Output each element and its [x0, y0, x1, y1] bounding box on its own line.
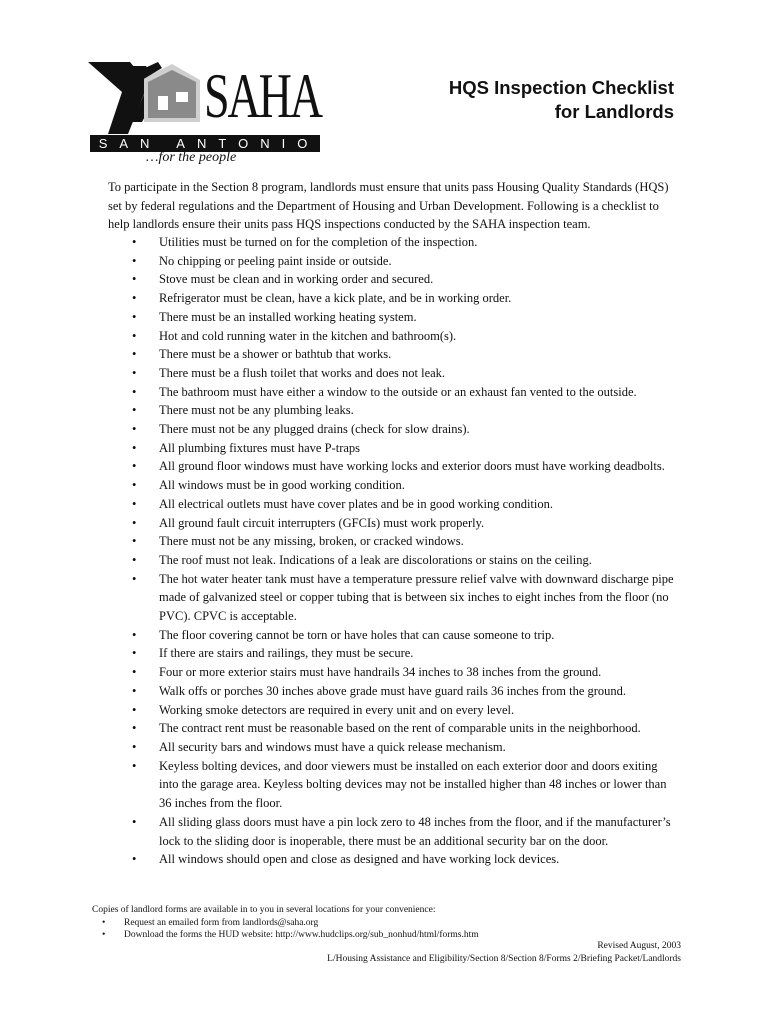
bullet-icon: •	[132, 403, 137, 418]
bullet-icon: •	[132, 422, 137, 437]
inspection-checklist	[132, 233, 692, 869]
bullet-icon: •	[132, 496, 137, 511]
checklist-item	[132, 457, 692, 476]
bullet-icon: •	[132, 702, 137, 717]
revision-date: Revised August, 2003	[597, 941, 681, 951]
checklist-item-text: All ground floor windows must have working locks and exterior doors must have working deadbolts.	[159, 459, 665, 474]
checklist-item-text: All security bars and windows must have a quick release mechanism.	[159, 739, 506, 754]
checklist-item-text: There must be an installed working heating system.	[159, 309, 417, 324]
intro-line: To participate in the Section 8 program, landlords must ensure that units pass Housing Quality Standards (HQS)	[108, 180, 669, 194]
bullet-icon: •	[102, 917, 106, 928]
checklist-item-text: There must not be any plumbing leaks.	[159, 403, 354, 418]
bullet-icon: •	[132, 758, 137, 773]
checklist-item	[132, 401, 692, 420]
checklist-item-text: Stove must be clean and in working order and secured.	[159, 272, 434, 287]
file-path: L/Housing Assistance and Eligibility/Section 8/Section 8/Forms 2/Briefing Packet/Landlords	[327, 954, 681, 964]
bullet-icon: •	[132, 646, 137, 661]
intro-line: set by federal regulations and the Department of Housing and Urban Development. Following is a checklist to	[108, 198, 659, 213]
bullet-icon: •	[132, 534, 137, 549]
bullet-icon: •	[132, 683, 137, 698]
bullet-icon: •	[132, 365, 137, 380]
checklist-item-text: into the garage area. Keyless bolting devices may not be installed higher than 48 inches or lower than	[159, 777, 667, 792]
checklist-item-text: Four or more exterior stairs must have handrails 34 inches to 38 inches from the ground.	[159, 665, 602, 680]
footer-intro: Copies of landlord forms are available in to you in several locations for your convenience:	[92, 905, 436, 915]
checklist-item	[132, 420, 692, 439]
bullet-icon: •	[132, 384, 137, 399]
checklist-item	[132, 738, 692, 757]
bullet-icon: •	[102, 930, 106, 940]
checklist-item-text: lock to the sliding door is inoperable, there must be an additional security bar on the door.	[159, 833, 609, 848]
footer-item-text: Download the forms the HUD website: http://www.hudclips.org/sub_nonhud/html/forms.htm	[124, 930, 479, 940]
checklist-item-text: made of galvanized steel or copper tubing that is between six inches to eight inches from the floor (no	[159, 590, 669, 605]
bullet-icon: •	[132, 291, 137, 306]
checklist-item-text: All ground fault circuit interrupters (GFCIs) must work properly.	[159, 515, 485, 530]
checklist-item-text: Refrigerator must be clean, have a kick plate, and be in working order.	[159, 291, 512, 306]
checklist-item	[132, 270, 692, 289]
footer-notes	[92, 904, 692, 942]
checklist-item	[132, 514, 692, 533]
bullet-icon: •	[132, 347, 137, 362]
checklist-item	[132, 663, 692, 682]
checklist-item-text: PVC). CPVC is acceptable.	[159, 609, 297, 624]
bullet-icon: •	[132, 235, 137, 249]
checklist-item-text: There must not be any plugged drains (check for slow drains).	[159, 422, 470, 437]
footer-item-text: Request an emailed form from landlords@saha.org	[124, 917, 319, 928]
logo-name: SAHA	[204, 60, 321, 131]
checklist-item	[132, 813, 692, 850]
checklist-item	[132, 850, 692, 869]
bullet-icon: •	[132, 852, 137, 867]
bullet-icon: •	[132, 440, 137, 455]
bullet-icon: •	[132, 552, 137, 567]
bullet-icon: •	[132, 571, 137, 586]
checklist-item-text: The roof must not leak. Indications of a leak are discolorations or stains on the ceiling.	[159, 552, 592, 567]
checklist-item	[132, 757, 692, 813]
checklist-item	[132, 308, 692, 327]
checklist-item	[132, 439, 692, 458]
footer-list	[92, 917, 692, 942]
checklist-item	[132, 364, 692, 383]
bullet-icon: •	[132, 739, 137, 754]
checklist-item-text: All windows must be in good working condition.	[159, 478, 405, 493]
checklist-item	[132, 532, 692, 551]
checklist-item-text: There must be a shower or bathtub that works.	[159, 347, 392, 362]
checklist-item	[132, 644, 692, 663]
logo-city-band: SAN ANTONIO	[90, 135, 320, 152]
bullet-icon: •	[132, 253, 137, 268]
bullet-icon: •	[132, 328, 137, 343]
checklist-item	[132, 252, 692, 271]
bullet-icon: •	[132, 478, 137, 493]
intro-line: help landlords ensure their units pass HQS inspections conducted by the SAHA inspection team.	[108, 217, 591, 232]
bullet-icon: •	[132, 272, 137, 287]
checklist-item-text: The floor covering cannot be torn or have holes that can cause someone to trip.	[159, 627, 555, 642]
title-line-2: for Landlords	[554, 101, 674, 122]
bullet-icon: •	[132, 515, 137, 530]
checklist-item	[132, 682, 692, 701]
checklist-item	[132, 701, 692, 720]
bullet-icon: •	[132, 721, 137, 736]
checklist-item	[132, 233, 692, 252]
checklist-item	[132, 551, 692, 570]
checklist-item-text: Utilities must be turned on for the completion of the inspection.	[159, 235, 478, 249]
checklist-item-text: 36 inches from the floor.	[159, 796, 283, 811]
bullet-icon: •	[132, 814, 137, 829]
checklist-item-text: The hot water heater tank must have a temperature pressure relief valve with downward discharge pipe	[159, 571, 674, 586]
saha-logo	[88, 62, 323, 170]
checklist-item	[132, 476, 692, 495]
checklist-item	[132, 345, 692, 364]
checklist-item-text: No chipping or peeling paint inside or outside.	[159, 253, 392, 268]
logo-tagline: …for the people	[146, 150, 237, 165]
checklist-item-text: The bathroom must have either a window to the outside or an exhaust fan vented to the outside.	[159, 384, 637, 399]
bullet-icon: •	[132, 459, 137, 474]
checklist-item	[132, 719, 692, 738]
document-title	[449, 76, 674, 124]
bullet-icon: •	[132, 309, 137, 324]
checklist-item-text: All electrical outlets must have cover plates and be in good working condition.	[159, 496, 553, 511]
checklist-item	[132, 495, 692, 514]
bullet-icon: •	[132, 627, 137, 642]
checklist-item-text: All plumbing fixtures must have P-traps	[159, 440, 361, 455]
checklist-item-text: All windows should open and close as designed and have working lock devices.	[159, 852, 560, 867]
title-line-1: HQS Inspection Checklist	[448, 77, 674, 98]
checklist-item-text: There must not be any missing, broken, or cracked windows.	[159, 534, 464, 549]
checklist-item	[132, 289, 692, 308]
bullet-icon: •	[132, 665, 137, 680]
checklist-item-text: There must be a flush toilet that works and does not leak.	[159, 365, 446, 380]
checklist-item	[132, 327, 692, 346]
checklist-item-text: Hot and cold running water in the kitchen and bathroom(s).	[159, 328, 457, 343]
checklist-item	[132, 626, 692, 645]
intro-paragraph	[108, 178, 688, 234]
checklist-item-text: Working smoke detectors are required in every unit and on every level.	[159, 702, 515, 717]
checklist-item	[132, 570, 692, 626]
house-logo-icon	[88, 62, 208, 134]
checklist-item-text: Keyless bolting devices, and door viewers must be installed on each exterior door and doors exiting	[159, 758, 658, 773]
checklist-item-text: If there are stairs and railings, they must be secure.	[159, 646, 414, 661]
checklist-item-text: All sliding glass doors must have a pin lock zero to 48 inches from the floor, and if the manufacturer’s	[159, 814, 671, 829]
checklist-item-text: Walk offs or porches 30 inches above grade must have guard rails 36 inches from the ground.	[159, 683, 627, 698]
checklist-item-text: The contract rent must be reasonable based on the rent of comparable units in the neighborhood.	[159, 721, 641, 736]
footer-list-item	[102, 917, 692, 930]
checklist-item	[132, 383, 692, 402]
